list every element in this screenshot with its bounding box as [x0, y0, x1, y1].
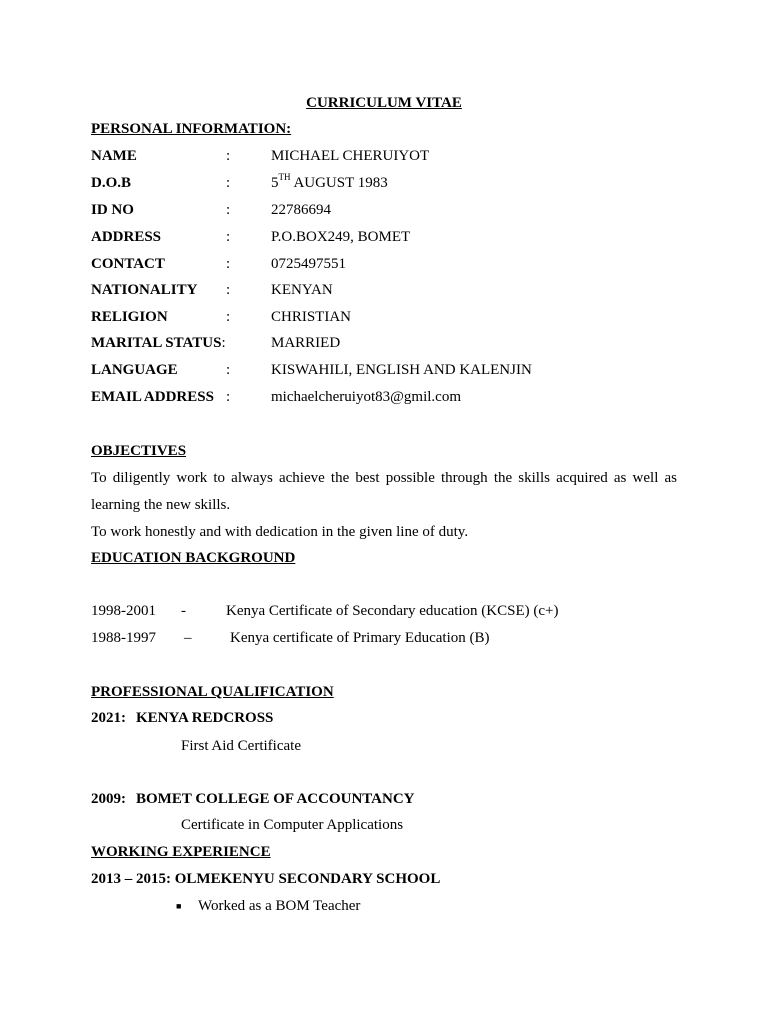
education-desc: Kenya certificate of Primary Education (B)	[230, 630, 490, 646]
square-bullet-icon: ■	[176, 901, 182, 911]
dob-month-year: AUGUST 1983	[293, 175, 388, 191]
row-label-id: ID NO	[91, 202, 134, 218]
education-desc: Kenya Certificate of Secondary education (KCSE) (c+)	[226, 603, 559, 619]
row-value-id: 22786694	[271, 202, 331, 218]
row-label-religion: RELIGION	[91, 309, 168, 325]
work-heading: WORKING EXPERIENCE	[91, 844, 271, 860]
qualification-year: 2009:	[91, 791, 126, 807]
row-sep: :	[226, 389, 231, 405]
row-sep: :	[221, 335, 226, 351]
row-label-name: NAME	[91, 148, 137, 164]
qualification-org: KENYA REDCROSS	[136, 710, 274, 726]
work-period: 2013 – 2015: OLMEKENYU SECONDARY SCHOOL	[91, 871, 441, 887]
row-label-contact: CONTACT	[91, 256, 165, 272]
row-label-dob: D.O.B	[91, 175, 132, 191]
education-years: 1988-1997	[91, 630, 156, 646]
row-value-dob	[271, 172, 388, 191]
personal-info-heading: PERSONAL INFORMATION:	[91, 121, 292, 137]
qualification-cert: First Aid Certificate	[181, 738, 301, 754]
qualification-cert: Certificate in Computer Applications	[181, 817, 404, 833]
row-sep: :	[226, 148, 231, 164]
objectives-heading: OBJECTIVES	[91, 443, 187, 459]
qualification-org: BOMET COLLEGE OF ACCOUNTANCY	[136, 791, 415, 807]
row-sep: :	[226, 229, 231, 245]
marital-label-text: MARITAL STATUS	[91, 335, 222, 351]
row-value-contact: 0725497551	[271, 256, 346, 272]
objectives-line-3: To work honestly and with dedication in the given line of duty.	[91, 524, 469, 540]
row-label-marital	[91, 336, 226, 351]
objectives-line-2: learning the new skills.	[91, 497, 231, 513]
row-sep: :	[226, 309, 231, 325]
professional-heading: PROFESSIONAL QUALIFICATION	[91, 684, 334, 700]
document-title: CURRICULUM VITAE	[306, 95, 462, 111]
row-value-marital: MARRIED	[271, 335, 341, 351]
education-years: 1998-2001	[91, 603, 156, 619]
row-sep: :	[226, 256, 231, 272]
row-sep: :	[226, 362, 231, 378]
work-duty: Worked as a BOM Teacher	[198, 898, 361, 914]
dob-day: 5	[271, 175, 279, 191]
row-value-language: KISWAHILI, ENGLISH AND KALENJIN	[271, 362, 532, 378]
row-sep: :	[226, 202, 231, 218]
row-value-address: P.O.BOX249, BOMET	[271, 229, 411, 245]
row-label-nationality: NATIONALITY	[91, 282, 198, 298]
dob-suffix: TH	[278, 172, 291, 182]
row-label-language: LANGUAGE	[91, 362, 178, 378]
row-value-religion: CHRISTIAN	[271, 309, 352, 325]
education-dash: –	[184, 630, 192, 646]
row-sep: :	[226, 282, 231, 298]
row-value-email: michaelcheruiyot83@gmil.com	[271, 389, 462, 405]
objectives-line-1: To diligently work to always achieve the best possible through the skills acquired as well as	[91, 470, 677, 486]
row-label-address: ADDRESS	[91, 229, 162, 245]
row-value-name: MICHAEL CHERUIYOT	[271, 148, 430, 164]
qualification-year: 2021:	[91, 710, 126, 726]
education-heading: EDUCATION BACKGROUND	[91, 550, 296, 566]
education-dash: -	[181, 603, 186, 619]
row-sep: :	[226, 175, 231, 191]
row-value-nationality: KENYAN	[271, 282, 333, 298]
row-label-email: EMAIL ADDRESS	[91, 389, 214, 405]
